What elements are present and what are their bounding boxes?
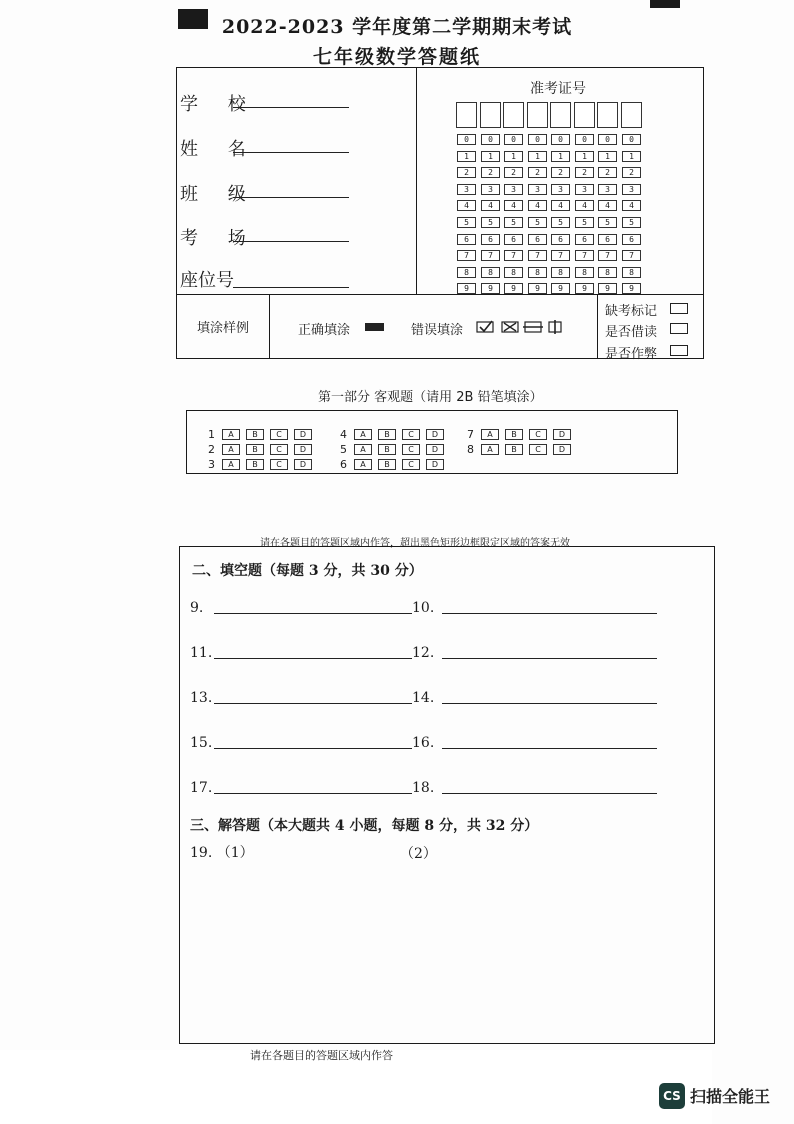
answer-bubble[interactable]: D: [294, 444, 312, 455]
borrowed-box[interactable]: [670, 323, 688, 334]
exam-id-bubble[interactable]: 1: [575, 151, 594, 162]
absent-box[interactable]: [670, 303, 688, 314]
exam-id-bubble[interactable]: 1: [528, 151, 547, 162]
exam-id-bubble[interactable]: 2: [551, 167, 570, 178]
exam-id-bubble[interactable]: 4: [598, 200, 617, 211]
answer-bubble[interactable]: D: [294, 429, 312, 440]
exam-id-bubble[interactable]: 6: [551, 234, 570, 245]
exam-id-bubble[interactable]: 2: [575, 167, 594, 178]
answer-blank[interactable]: [442, 748, 657, 749]
exam-id-bubble[interactable]: 9: [622, 283, 641, 294]
answer-bubble[interactable]: A: [222, 459, 240, 470]
q19-part1-label: 19. （1）: [190, 845, 254, 861]
exam-id-bubble[interactable]: 1: [481, 151, 500, 162]
exam-id-bubble[interactable]: 0: [528, 134, 547, 145]
school-label: 学 校: [180, 94, 258, 115]
exam-id-bubble[interactable]: 9: [457, 283, 476, 294]
question-number: 1: [208, 428, 215, 441]
answer-blank[interactable]: [214, 748, 412, 749]
exam-id-bubble[interactable]: 3: [481, 184, 500, 195]
exam-id-cell[interactable]: [597, 102, 618, 128]
class-field[interactable]: [233, 197, 349, 198]
part1-heading: 第一部分 客观题（请用 2B 铅笔填涂）: [318, 390, 543, 405]
exam-id-bubble[interactable]: 8: [551, 267, 570, 278]
fill-divider-2: [597, 294, 598, 359]
blank-number: 10.: [412, 600, 435, 616]
answer-bubble[interactable]: D: [553, 429, 571, 440]
answer-bubble[interactable]: D: [426, 429, 444, 440]
exam-id-bubble[interactable]: 2: [481, 167, 500, 178]
corner-mark-right: [650, 0, 680, 8]
exam-id-bubble[interactable]: 7: [551, 250, 570, 261]
answer-blank[interactable]: [214, 703, 412, 704]
exam-id-bubble[interactable]: 8: [575, 267, 594, 278]
school-field[interactable]: [233, 107, 349, 108]
answer-bubble[interactable]: A: [222, 429, 240, 440]
name-label: 姓 名: [180, 139, 258, 160]
exam-id-cell[interactable]: [456, 102, 477, 128]
exam-id-bubble[interactable]: 6: [622, 234, 641, 245]
cheating-label: 是否作弊: [605, 347, 658, 362]
exam-id-bubble[interactable]: 9: [575, 283, 594, 294]
correct-fill-label: 正确填涂: [298, 323, 351, 338]
exam-id-bubble[interactable]: 0: [481, 134, 500, 145]
exam-id-bubble[interactable]: 0: [504, 134, 523, 145]
exam-id-bubble[interactable]: 1: [622, 151, 641, 162]
main-answer-box: [179, 546, 715, 1044]
question-number: 2: [208, 443, 215, 456]
class-label: 班 级: [180, 184, 258, 205]
exam-id-bubble[interactable]: 4: [575, 200, 594, 211]
exam-id-bubble[interactable]: 0: [622, 134, 641, 145]
answer-bubble[interactable]: A: [354, 459, 372, 470]
exam-id-bubble[interactable]: 3: [598, 184, 617, 195]
answer-bubble[interactable]: A: [354, 444, 372, 455]
answer-blank[interactable]: [214, 793, 412, 794]
answer-bubble[interactable]: A: [222, 444, 240, 455]
answer-bubble[interactable]: A: [481, 444, 499, 455]
wrong-fill-label: 错误填涂: [411, 323, 464, 338]
exam-id-bubble[interactable]: 2: [598, 167, 617, 178]
exam-id-bubble[interactable]: 8: [528, 267, 547, 278]
answer-bubble[interactable]: D: [426, 459, 444, 470]
cheating-box[interactable]: [670, 345, 688, 356]
exam-id-bubble[interactable]: 5: [457, 217, 476, 228]
question-number: 4: [340, 428, 347, 441]
answer-bubble[interactable]: B: [505, 444, 523, 455]
answer-blank[interactable]: [442, 658, 657, 659]
answer-area-notice: 请在各题目的答题区域内作答，超出黑色矩形边框限定区域的答案无效: [260, 538, 570, 549]
exam-id-bubble[interactable]: 4: [622, 200, 641, 211]
exam-id-bubble[interactable]: 7: [457, 250, 476, 261]
exam-id-bubble[interactable]: 2: [622, 167, 641, 178]
exam-id-bubble[interactable]: 5: [575, 217, 594, 228]
room-field[interactable]: [233, 241, 349, 242]
exam-id-bubble[interactable]: 9: [598, 283, 617, 294]
answer-bubble[interactable]: B: [246, 429, 264, 440]
answer-bubble[interactable]: C: [402, 429, 420, 440]
exam-id-cell[interactable]: [550, 102, 571, 128]
exam-id-bubble[interactable]: 4: [551, 200, 570, 211]
borrowed-label: 是否借读: [605, 325, 658, 340]
exam-id-bubble[interactable]: 5: [528, 217, 547, 228]
exam-id-cell[interactable]: [621, 102, 642, 128]
answer-bubble[interactable]: C: [529, 429, 547, 440]
answer-bubble[interactable]: D: [426, 444, 444, 455]
fill-example-label: 填涂样例: [197, 321, 250, 336]
exam-id-bubble[interactable]: 4: [457, 200, 476, 211]
answer-bubble[interactable]: C: [270, 444, 288, 455]
blank-number: 11.: [190, 645, 213, 661]
answer-blank[interactable]: [442, 793, 657, 794]
exam-id-bubble[interactable]: 7: [598, 250, 617, 261]
exam-id-bubble[interactable]: 6: [598, 234, 617, 245]
answer-bubble[interactable]: B: [505, 429, 523, 440]
blank-number: 15.: [190, 735, 213, 751]
question-number: 8: [467, 443, 474, 456]
exam-subtitle: 七年级数学答题纸: [312, 46, 481, 68]
exam-id-bubble[interactable]: 3: [575, 184, 594, 195]
exam-id-bubble[interactable]: 8: [622, 267, 641, 278]
answer-bubble[interactable]: B: [378, 429, 396, 440]
exam-id-bubble[interactable]: 9: [528, 283, 547, 294]
exam-id-bubble[interactable]: 1: [598, 151, 617, 162]
question-number: 6: [340, 458, 347, 471]
footer-notice: 请在各题目的答题区域内作答: [250, 1049, 393, 1062]
room-label: 考 场: [180, 228, 258, 249]
answer-bubble[interactable]: D: [553, 444, 571, 455]
exam-id-bubble[interactable]: 0: [551, 134, 570, 145]
exam-id-bubble[interactable]: 6: [575, 234, 594, 245]
exam-id-bubble[interactable]: 6: [504, 234, 523, 245]
wrong-fill-marks: [475, 318, 565, 336]
blank-number: 9.: [190, 600, 204, 616]
exam-id-cell[interactable]: [503, 102, 524, 128]
blank-number: 14.: [412, 690, 435, 706]
exam-id-bubble[interactable]: 6: [481, 234, 500, 245]
blank-number: 13.: [190, 690, 213, 706]
exam-id-bubble[interactable]: 5: [504, 217, 523, 228]
answer-bubble[interactable]: B: [246, 444, 264, 455]
exam-id-bubble[interactable]: 5: [622, 217, 641, 228]
blank-number: 16.: [412, 735, 435, 751]
answer-bubble[interactable]: C: [270, 429, 288, 440]
answer-blank[interactable]: [442, 613, 657, 614]
exam-id-bubble[interactable]: 8: [457, 267, 476, 278]
exam-id-bubble[interactable]: 1: [551, 151, 570, 162]
seat-label: 座位号: [180, 270, 234, 291]
part2-heading: 二、填空题（每题 3 分，共 30 分）: [192, 563, 423, 579]
exam-id-bubble[interactable]: 5: [598, 217, 617, 228]
answer-bubble[interactable]: B: [378, 459, 396, 470]
answer-blank[interactable]: [442, 703, 657, 704]
exam-id-bubble[interactable]: 4: [504, 200, 523, 211]
exam-id-bubble[interactable]: 3: [457, 184, 476, 195]
answer-bubble[interactable]: C: [402, 444, 420, 455]
answer-bubble[interactable]: B: [246, 459, 264, 470]
absent-label: 缺考标记: [605, 304, 658, 319]
info-divider: [416, 67, 417, 295]
answer-bubble[interactable]: C: [402, 459, 420, 470]
exam-id-bubble[interactable]: 9: [504, 283, 523, 294]
exam-id-bubble[interactable]: 3: [551, 184, 570, 195]
fill-divider-1: [269, 294, 270, 359]
exam-id-bubble[interactable]: 8: [504, 267, 523, 278]
exam-id-cell[interactable]: [574, 102, 595, 128]
exam-id-label: 准考证号: [530, 81, 586, 97]
exam-id-bubble[interactable]: 0: [457, 134, 476, 145]
exam-id-cell[interactable]: [480, 102, 501, 128]
exam-id-bubble[interactable]: 6: [528, 234, 547, 245]
correct-fill-mark: [365, 323, 384, 331]
exam-id-bubble[interactable]: 7: [481, 250, 500, 261]
answer-blank[interactable]: [214, 613, 412, 614]
camscanner-watermark: 扫描全能王: [690, 1087, 771, 1106]
exam-id-bubble[interactable]: 7: [575, 250, 594, 261]
exam-id-bubble[interactable]: 1: [504, 151, 523, 162]
exam-id-bubble[interactable]: 2: [504, 167, 523, 178]
answer-blank[interactable]: [214, 658, 412, 659]
exam-id-bubble[interactable]: 0: [598, 134, 617, 145]
question-number: 3: [208, 458, 215, 471]
exam-id-bubble[interactable]: 4: [528, 200, 547, 211]
camscanner-logo: CS: [659, 1083, 685, 1109]
answer-bubble[interactable]: A: [481, 429, 499, 440]
exam-id-bubble[interactable]: 2: [528, 167, 547, 178]
exam-id-bubble[interactable]: 3: [622, 184, 641, 195]
exam-id-bubble[interactable]: 7: [528, 250, 547, 261]
exam-id-bubble[interactable]: 4: [481, 200, 500, 211]
part3-heading: 三、解答题（本大题共 4 小题，每题 8 分，共 32 分）: [190, 818, 539, 834]
blank-number: 18.: [412, 780, 435, 796]
exam-title: 2022-2023 学年度第二学期期末考试: [221, 16, 573, 38]
exam-id-bubble[interactable]: 3: [528, 184, 547, 195]
exam-id-bubble[interactable]: 3: [504, 184, 523, 195]
name-field[interactable]: [233, 152, 349, 153]
q19-part2-label: （2）: [400, 846, 437, 862]
answer-bubble[interactable]: B: [378, 444, 396, 455]
answer-bubble[interactable]: D: [294, 459, 312, 470]
exam-id-bubble[interactable]: 0: [575, 134, 594, 145]
exam-id-bubble[interactable]: 1: [457, 151, 476, 162]
question-number: 7: [467, 428, 474, 441]
blank-number: 17.: [190, 780, 213, 796]
exam-id-bubble[interactable]: 9: [481, 283, 500, 294]
exam-id-bubble[interactable]: 6: [457, 234, 476, 245]
exam-id-bubble[interactable]: 9: [551, 283, 570, 294]
blank-number: 12.: [412, 645, 435, 661]
exam-id-bubble[interactable]: 7: [504, 250, 523, 261]
question-number: 5: [340, 443, 347, 456]
answer-bubble[interactable]: C: [270, 459, 288, 470]
exam-id-bubble[interactable]: 8: [481, 267, 500, 278]
answer-bubble[interactable]: C: [529, 444, 547, 455]
exam-id-bubble[interactable]: 8: [598, 267, 617, 278]
seat-field[interactable]: [233, 287, 349, 288]
exam-id-bubble[interactable]: 7: [622, 250, 641, 261]
exam-id-bubble[interactable]: 5: [481, 217, 500, 228]
exam-id-cell[interactable]: [527, 102, 548, 128]
exam-id-bubble[interactable]: 5: [551, 217, 570, 228]
exam-id-bubble[interactable]: 2: [457, 167, 476, 178]
answer-bubble[interactable]: A: [354, 429, 372, 440]
